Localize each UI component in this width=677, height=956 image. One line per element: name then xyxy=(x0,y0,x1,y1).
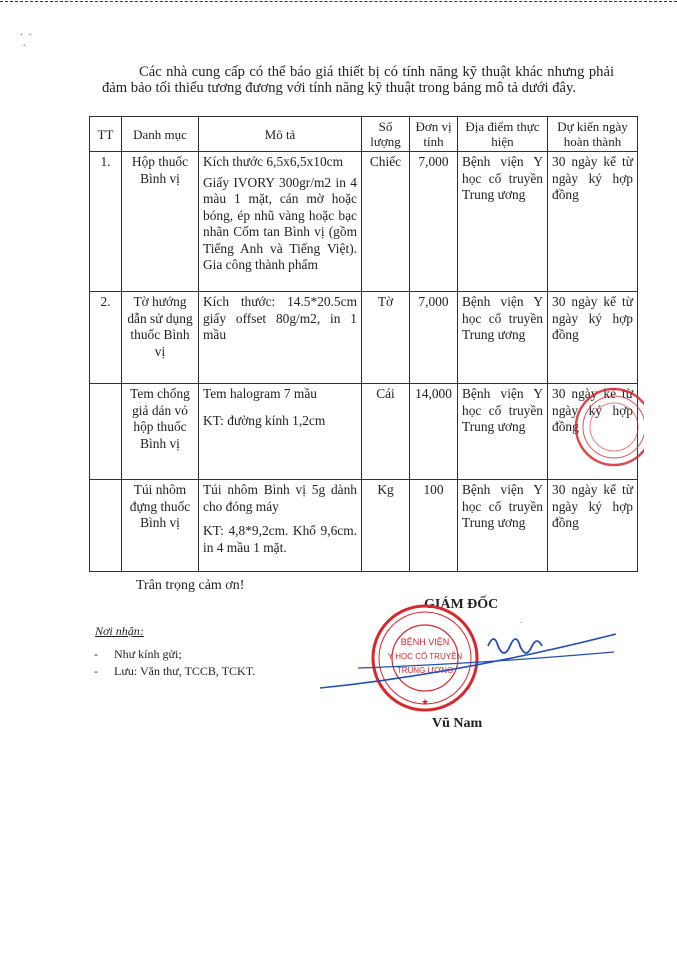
item-quantity: 7,000 xyxy=(410,292,458,384)
stamp-line-1: BỆNH VIỆN xyxy=(400,637,450,647)
row-number: 2. xyxy=(90,292,122,384)
stamp-line-3: TRUNG ƯƠNG xyxy=(396,666,454,675)
item-location: Bệnh viện Y học cổ truyền Trung ương xyxy=(458,152,548,292)
svg-text:★: ★ xyxy=(420,697,430,707)
item-completion: 30 ngày kể từ ngày ký hợp đồng xyxy=(548,292,638,384)
item-name: Tờ hướng dẫn sử dụng thuốc Bình vị xyxy=(122,292,199,384)
signer-title: GIÁM ĐỐC xyxy=(424,597,499,612)
equipment-table xyxy=(89,116,638,572)
item-name: Túi nhôm đựng thuốc Bình vị xyxy=(122,480,199,572)
recipient-item: - Lưu: Văn thư, TCCB, TCKT. xyxy=(114,663,255,680)
item-unit: Kg xyxy=(362,480,410,572)
table-row xyxy=(90,480,638,572)
item-quantity: 14,000 xyxy=(410,384,458,480)
table-row xyxy=(90,152,638,292)
closing-thanks: Trân trọng cảm ơn! xyxy=(136,578,245,593)
item-quantity: 100 xyxy=(410,480,458,572)
item-name: Hộp thuốc Bình vị xyxy=(122,152,199,292)
header-location: Địa điểm thực hiện xyxy=(458,117,548,152)
row-number: 1. xyxy=(90,152,122,292)
recipient-item: - Như kính gửi; xyxy=(114,646,255,663)
item-completion: 30 ngày kể từ ngày ký hợp đồng xyxy=(548,384,638,480)
recipients-title: Nơi nhận: xyxy=(95,624,144,638)
item-completion: 30 ngày kể từ ngày ký hợp đồng xyxy=(548,480,638,572)
header-completion: Dự kiến ngày hoàn thành xyxy=(548,117,638,152)
item-unit: Tờ xyxy=(362,292,410,384)
recipients-list xyxy=(114,646,255,680)
table-row xyxy=(90,384,638,480)
signer-name: Vũ Nam xyxy=(432,716,483,731)
item-location: Bệnh viện Y học cổ truyền Trung ương xyxy=(458,384,548,480)
stamp-line-2: Y HỌC CỔ TRUYỀN xyxy=(387,652,463,661)
header-description: Mô tả xyxy=(199,117,362,152)
header-unit: Đơn vị tính xyxy=(410,117,458,152)
item-completion: 30 ngày kể từ ngày ký hợp đồng xyxy=(548,152,638,292)
scan-specks: · · · xyxy=(20,30,32,52)
item-description: Kích thước: 14.5*20.5cm giấy offset 80g/m2, in 1 mầu xyxy=(199,292,362,384)
top-dashed-border xyxy=(0,1,677,2)
header-category: Danh mục xyxy=(122,117,199,152)
header-tt: TT xyxy=(90,117,122,152)
item-description: Tem halogram 7 mầu KT: đường kính 1,2cm xyxy=(199,384,362,480)
item-unit: Chiếc xyxy=(362,152,410,292)
item-unit: Cái xyxy=(362,384,410,480)
item-location: Bệnh viện Y học cổ truyền Trung ương xyxy=(458,480,548,572)
row-number xyxy=(90,384,122,480)
item-description: Túi nhôm Bình vị 5g dành cho đóng máy KT: 4,8*9,2cm. Khổ 9,6cm. in 4 mầu 1 mặt. xyxy=(199,480,362,572)
intro-paragraph: Các nhà cung cấp có thể báo giá thiết bị có tính năng kỹ thuật khác nhưng phải đảm bảo tối thiểu tương đương với tính năng kỹ thuật trong bảng mô tả dưới đây. xyxy=(102,64,614,96)
item-quantity: 7,000 xyxy=(410,152,458,292)
item-name: Tem chống giả dán vỏ hộp thuốc Bình vị xyxy=(122,384,199,480)
row-number xyxy=(90,480,122,572)
table-header-row xyxy=(90,117,638,152)
header-quantity: Số lượng xyxy=(362,117,410,152)
item-description: Kích thước 6,5x6,5x10cm Giấy IVORY 300gr/m2 in 4 màu 1 mặt, cán mờ hoặc bóng, ép nhũ vàng hoặc bạc nhãn Cốm tan Bình vị (gồm Tiếng Anh và Tiếng Việt). Gia công thành phẩm xyxy=(199,152,362,292)
side-stamp-fragment xyxy=(574,382,644,472)
table-row xyxy=(90,292,638,384)
director-signature xyxy=(318,622,618,702)
item-location: Bệnh viện Y học cổ truyền Trung ương xyxy=(458,292,548,384)
